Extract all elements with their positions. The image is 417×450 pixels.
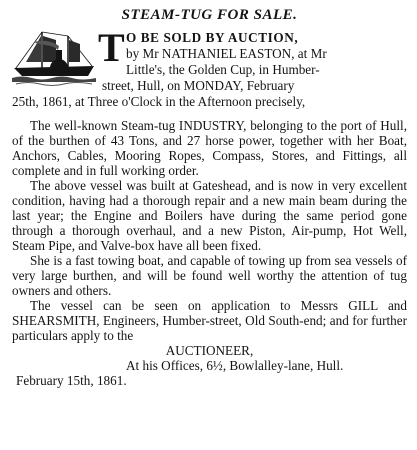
lead-line-3: Little's, the Golden Cup, in Humber- bbox=[126, 62, 320, 77]
lead-line-2: by Mr NATHANIEL EASTON, at Mr bbox=[126, 46, 327, 61]
lead-line-4: street, Hull, on MONDAY, February bbox=[102, 78, 295, 93]
paragraph-condition: The above vessel was built at Gateshead, and is now in very excellent condition, having had a thorough repair and a new main beam during the last year; the Engine and Boilers have during the same period gone through a thorough overhaul, and a new Piston, Air-pump, Hot Well, Steam Pipe, and Valve-box have all been fixed. bbox=[12, 178, 407, 253]
offices-address: At his Offices, 6½, Bowlalley-lane, Hull. bbox=[126, 358, 344, 373]
paragraph-viewing: The vessel can be seen on application to Messrs GILL and SHEARSMITH, Engineers, Humber-street, Old South-end; and for further particulars apply to the bbox=[12, 298, 407, 343]
lead-line-1: O BE SOLD BY AUCTION, bbox=[126, 30, 299, 45]
ad-title: STEAM-TUG FOR SALE. bbox=[121, 7, 298, 23]
lead-block bbox=[12, 26, 407, 118]
drop-cap: T bbox=[98, 25, 125, 70]
steam-tug-icon bbox=[12, 28, 96, 86]
paragraph-vessel-description: The well-known Steam-tug INDUSTRY, belonging to the port of Hull, of the burthen of 43 Tons, and 27 horse power, together with her Boat, Anchors, Cables, Mooring Ropes, Compass, Stores, and Fittings, all complete and in full working order. bbox=[12, 118, 407, 178]
auctioneer-heading: AUCTIONEER, bbox=[165, 343, 254, 358]
paragraph-towing: She is a fast towing boat, and capable of towing up from sea vessels of very large burthen, and will be found well worthy the attention of tug owners and others. bbox=[12, 253, 407, 298]
ad-date: February 15th, 1861. bbox=[16, 373, 127, 388]
lead-line-5: 25th, 1861, at Three o'Clock in the Afternoon precisely, bbox=[12, 94, 306, 109]
